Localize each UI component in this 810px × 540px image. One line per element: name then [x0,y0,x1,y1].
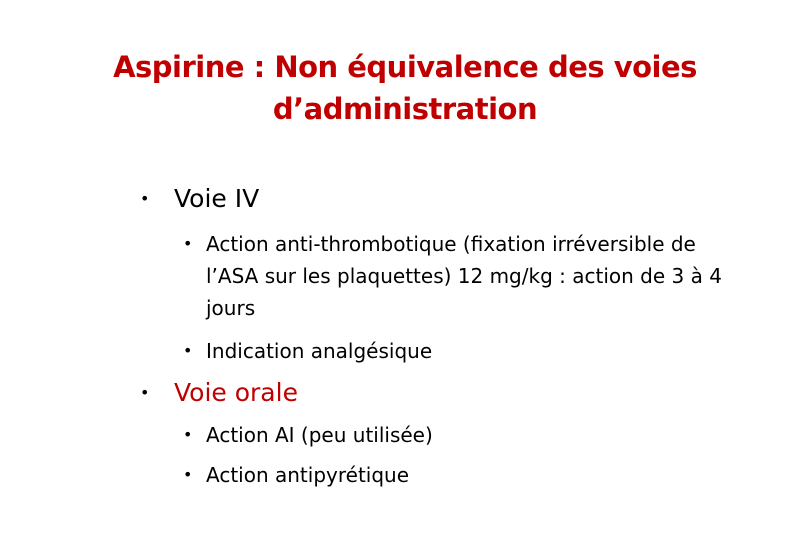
section-heading-label: Voie orale [174,378,298,407]
bullet-icon: • [140,189,150,208]
bullet-icon: • [183,234,193,253]
list-item-label: Action AI (peu utilisée) [206,423,433,447]
list-item-label: Indication analgésique [206,339,433,363]
list-item-label: Action anti-thrombotique (fixation irréversible de l’ASA sur les plaquettes) 12 mg/kg : action de 3 à 4 jours [206,232,722,320]
slide-title-line-1: Aspirine : Non équivalence des voies [113,50,697,84]
bullet-icon: • [183,425,193,444]
section-heading-label: Voie IV [174,184,260,213]
list-item-label: Action antipyrétique [206,463,410,487]
bullet-icon: • [183,341,193,360]
bullet-icon: • [183,465,193,484]
slide-title-line-2: d’administration [272,92,538,126]
bullet-icon: • [140,383,150,402]
